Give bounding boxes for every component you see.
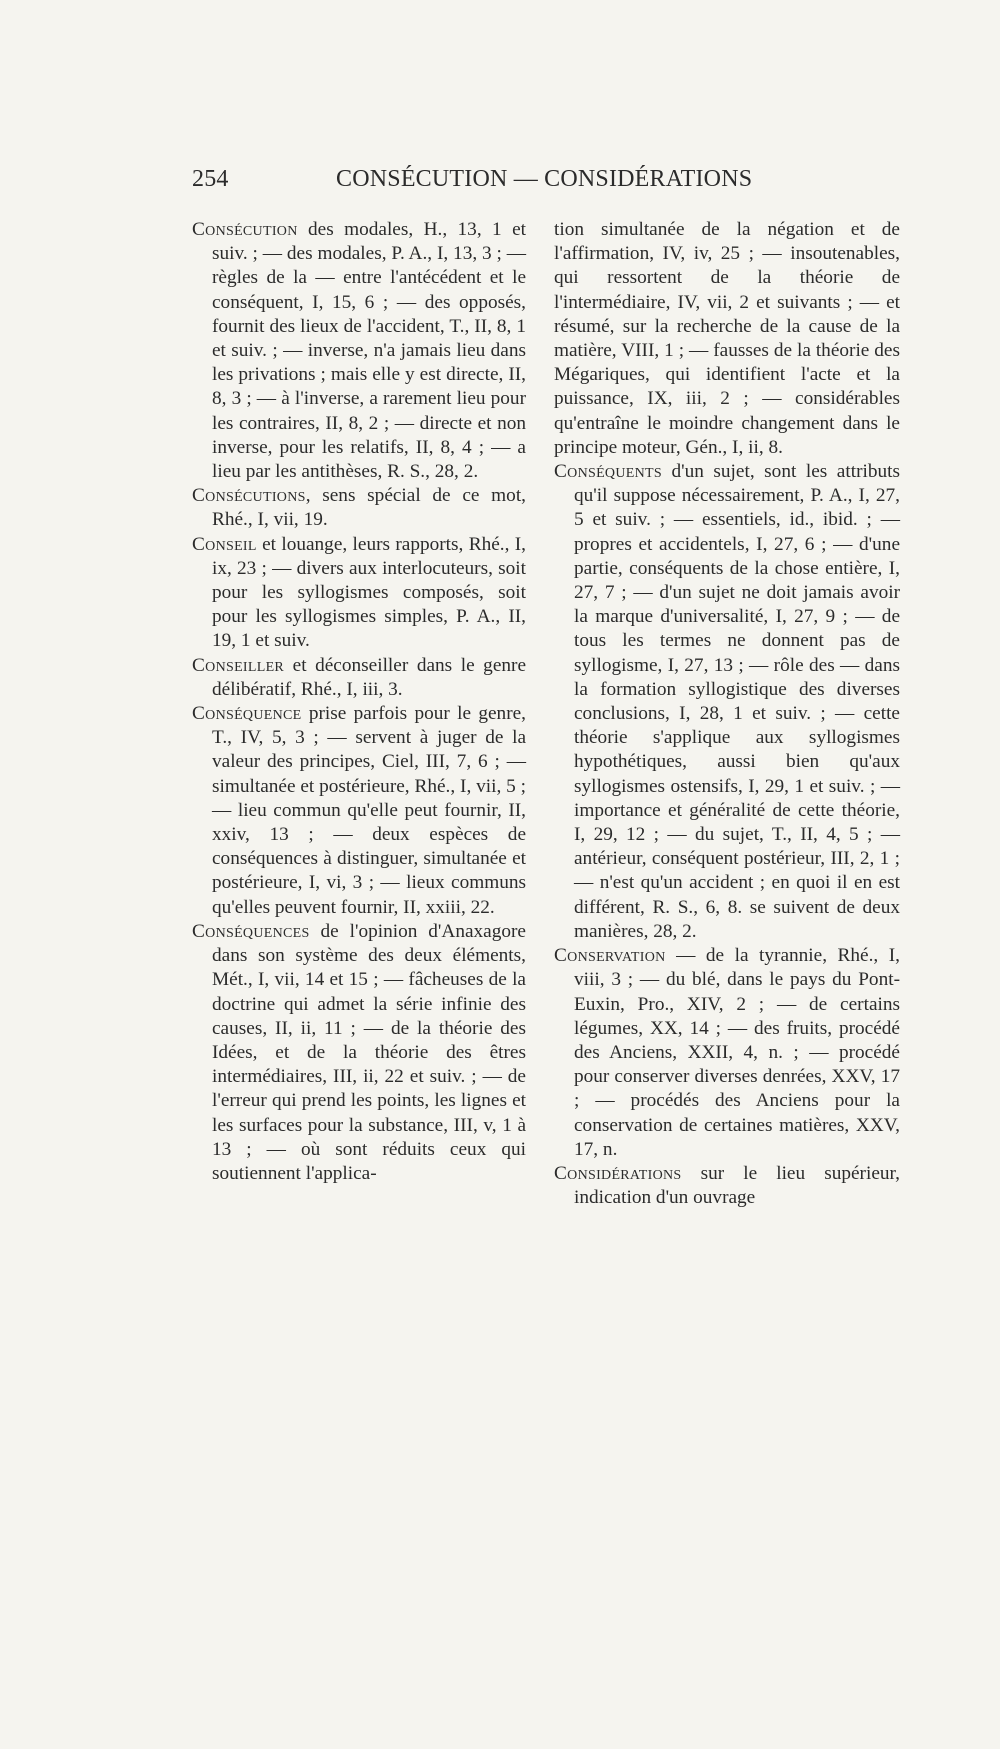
entry-head: Conséquences — [192, 920, 310, 942]
entry-head: Consécution — [192, 219, 298, 240]
running-title: CONSÉCUTION — CONSIDÉRATIONS — [336, 166, 753, 192]
entry-text: et louange, leurs rapports, Rhé., I, ix, 23 ; — divers aux interlocuteurs, soit pour les syllogismes composés, soit pour les syllogismes simples, P. A., II, 19, 1 et suiv. — [212, 533, 526, 652]
entry-head: Considérations — [554, 1162, 682, 1184]
index-entry — [192, 920, 526, 1186]
entry-head: Conseil — [192, 533, 257, 555]
index-entry — [192, 484, 526, 532]
entry-head: Conservation — [554, 945, 666, 967]
entry-head: Conséquents — [554, 461, 662, 483]
index-entry — [192, 654, 526, 702]
entry-text: et déconseiller dans le genre délibératif, Rhé., I, iii, 3. — [212, 654, 526, 700]
entry-text: tion simultanée de la négation et de l'affirmation, IV, iv, 25 ; — insoutenables, qui ressortent de la théorie de l'intermédiaire, IV, vii, 2 et suivants ; — et résumé, sur la recherche de la cause de la matière, VIII, 1 ; — fausses de la théorie des Mégariques, qui identifient l'acte et la puissance, IX, iii, 2 ; — considérables qu'entraîne le moindre changement dans le principe moteur, Gén., I, ii, 8. — [554, 219, 900, 458]
right-column — [554, 218, 900, 1210]
entry-head: Conséquence — [192, 703, 302, 725]
page-number: 254 — [192, 166, 229, 192]
entry-text: d'un sujet, sont les attributs qu'il suppose nécessairement, P. A., I, 27, 5 et suiv. ; — essentiels, id., ibid. ; — propres et accidentels, I, 27, 6 ; — d'une partie, conséquents de la chose entière, I, 27, 7 ; — d'un sujet ne doit jamais avoir la marque d'universalité, I, 27, 9 ; — de tous les termes ne donnent pas de syllogisme, I, 27, 13 ; — rôle des — dans la formation syllogistique des diverses conclusions, I, 28, 1 et suiv. ; — cette théorie s'applique aux syllogismes hypothétiques, aussi bien qu'aux syllogismes ostensifs, I, 29, 1 et suiv. ; — importance et généralité de cette théorie, I, 29, 12 ; — du sujet, T., II, 4, 5 ; — antérieur, conséquent postérieur, III, 2, 1 ; — n'est qu'un accident ; en quoi il en est différent, R. S., 6, 8. se suivent de deux manières, 28, 2. — [574, 461, 900, 942]
index-entry-continuation — [554, 218, 900, 460]
entry-head: Consécutions — [192, 485, 306, 507]
index-entry — [192, 218, 526, 484]
index-entry — [192, 533, 526, 654]
index-entry — [554, 1162, 900, 1210]
entry-text: des modales, H., 13, 1 et suiv. ; — des modales, P. A., I, 13, 3 ; — règles de la — entre l'antécédent et le conséquent, I, 15, 6 ; — des opposés, fournit des lieux de l'accident, T., II, 8, 1 et suiv. ; — inverse, n'a jamais lieu dans les privations ; mais elle y est directe, II, 8, 3 ; — à l'inverse, a rarement lieu pour les contraires, II, 8, 2 ; — directe et non inverse, pour les relatifs, II, 8, 4 ; — a lieu par les antithèses, R. S., 28, 2. — [212, 219, 526, 483]
entry-text: sur le lieu supérieur, indication d'un ouvrage — [574, 1162, 900, 1209]
entry-text: — de la tyrannie, Rhé., I, viii, 3 ; — du blé, dans le pays du Pont-Euxin, Pro., XIV, 2 ; — de certains légumes, XX, 14 ; — des fruits, procédé des Anciens, XXII, 4, n. ; — procédé pour conserver diverses denrées, XXV, 17 ; — procédés des Anciens pour la conservation de certaines matières, XXV, 17, n. — [574, 945, 900, 1160]
entry-text: prise parfois pour le genre, T., IV, 5, 3 ; — servent à juger de la valeur des principes, Ciel, III, 7, 6 ; — simultanée et postérieure, Rhé., I, vii, 5 ; — lieu commun qu'elle peut fournir, II, xxiv, 13 ; — deux espèces de conséquences à distinguer, simultanée et postérieure, I, vi, 3 ; — lieux communs qu'elles peuvent fournir, II, xxiii, 22. — [212, 703, 527, 918]
entry-head: Conseiller — [192, 654, 285, 676]
left-column — [192, 218, 526, 1186]
entry-text: , sens spécial de ce mot, Rhé., I, vii, 19. — [212, 485, 526, 531]
index-entry — [554, 460, 900, 944]
index-entry — [192, 702, 526, 920]
entry-text: de l'opinion d'Anaxagore dans son système des deux éléments, Mét., I, vii, 14 et 15 ; — fâcheuses de la doctrine qui admet la série infinie des causes, II, ii, 11 ; — de la théorie des Idées, et de la théorie des êtres intermédiaires, III, ii, 22 et suiv. ; — de l'erreur qui prend les points, les lignes et les surfaces pour la substance, III, v, 1 à 13 ; — où sont réduits ceux qui soutiennent l'applica- — [212, 920, 526, 1184]
index-entry — [554, 944, 900, 1162]
